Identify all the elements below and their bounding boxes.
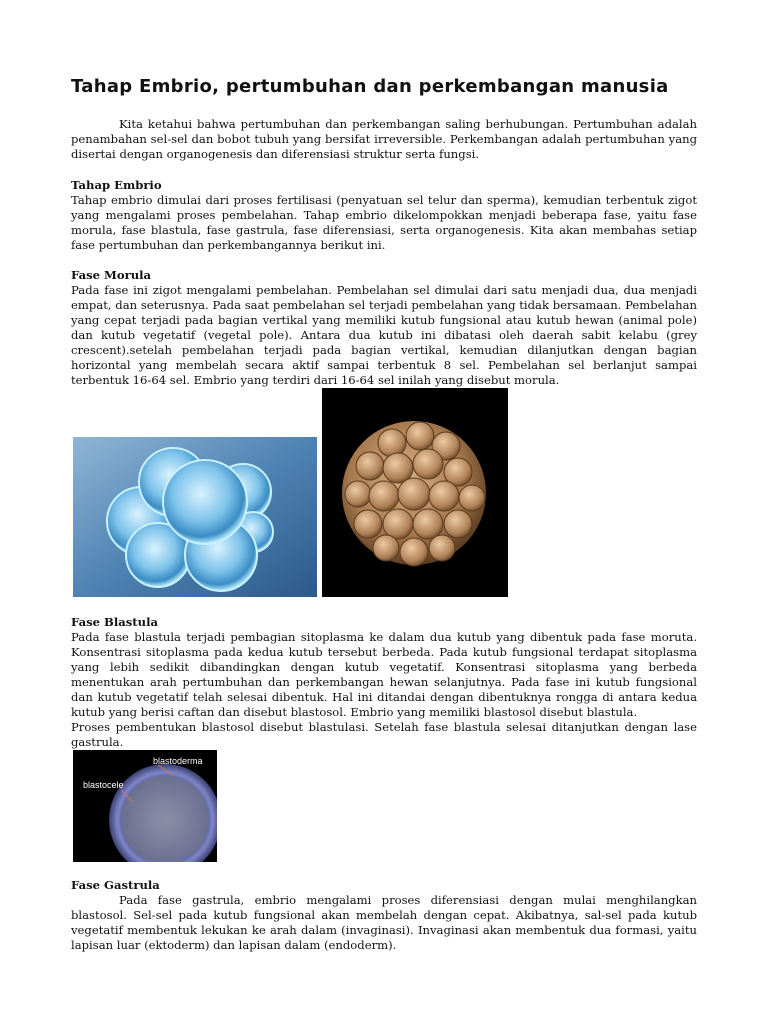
paragraph-fase-gastrula: Pada fase gastrula, embrio mengalami proses diferensiasi dengan mulai menghilangkan blastosol. Sel-sel pada kutub fungsional akan membelah dengan cepat. Akibatnya, sal-sel pada kutub vegetatif membentuk lekukan ke arah dalam (invaginasi). Invaginasi akan membentuk dua formasi, yaitu lapisan luar (ektoderm) dan lapisan dalam (endoderm). bbox=[71, 893, 697, 952]
paragraph-blastulasi: Proses pembentukan blastosol disebut blastulasi. Setelah fase blastula selesai ditanjutkan dengan lase gastrula. bbox=[71, 720, 697, 749]
morula-brown-illustration bbox=[322, 388, 508, 597]
document-title: Tahap Embrio, pertumbuhan dan perkembangan manusia bbox=[71, 76, 669, 97]
paragraph-fase-blastula: Pada fase blastula terjadi pembagian sitoplasma ke dalam dua kutub yang dibentuk pada fase moruta. Konsentrasi sitoplasma pada kedua kutub tersebut berbeda. Pada kutub fungsional terdapat sitoplasma yang lebih sedikit dibandingkan dengan kutub vegetatif. Konsentrasi sitoplasma yang berbeda menentukan arah pertumbuhan dan perkembangan hewan selanjutnya. Pada fase ini kutub fungsional dan kutub vegetatif telah selesai dibentuk. Hal ini ditandai dengan dibentuknya rongga di antara kedua kutub yang berisi caftan dan disebut blastosol. Embrio yang memiliki blastosol disebut blastula. bbox=[71, 630, 697, 719]
paragraph-tahap-embrio: Tahap embrio dimulai dari proses fertilisasi (penyatuan sel telur dan sperma), kemudian terbentuk zigot yang mengalami proses pembelahan. Tahap embrio dikelompokkan menjadi beberapa fase, yaitu fase morula, fase blastula, fase gastrula, fase diferensiasi, serta organogenesis. Kita akan membahas setiap fase pertumbuhan dan perkembangannya berikut ini. bbox=[71, 193, 697, 252]
blastula-image bbox=[73, 750, 217, 862]
paragraph-fase-morula: Pada fase ini zigot mengalami pembelahan. Pembelahan sel dimulai dari satu menjadi dua, dua menjadi empat, dan seterusnya. Pada saat pembelahan sel terjadi pembelahan yang tidak bersamaan. Pembelahan yang cepat terjadi pada bagian vertikal yang memiliki kutub fungsional atau kutub hewan (animal pole) dan kutub vegetatif (vegetal pole). Antara dua kutub ini dibatasi oleh daerah sabit kelabu (grey crescent).setelah pembelahan terjadi pada bagian vertikal, kemudian dilanjutkan dengan bagian horizontal yang membelah secara aktif sampai terbentuk 8 sel. Pembelahan sel berlanjut sampai terbentuk 16-64 sel. Embrio yang terdiri dari 16-64 sel inilah yang disebut morula. bbox=[71, 283, 697, 387]
heading-fase-gastrula: Fase Gastrula bbox=[71, 878, 160, 892]
heading-fase-blastula: Fase Blastula bbox=[71, 615, 158, 629]
morula-brown-image bbox=[322, 388, 508, 597]
label-blastoderma: blastoderma bbox=[153, 756, 203, 766]
morula-blue-image bbox=[73, 437, 317, 597]
heading-fase-morula: Fase Morula bbox=[71, 268, 152, 282]
label-blastocele: blastocele bbox=[83, 780, 124, 790]
heading-tahap-embrio: Tahap Embrio bbox=[71, 178, 162, 192]
blastula-diagram bbox=[73, 750, 217, 862]
morula-blue-illustration bbox=[73, 437, 317, 597]
intro-paragraph: Kita ketahui bahwa pertumbuhan dan perkembangan saling berhubungan. Pertumbuhan adalah penambahan sel-sel dan bobot tubuh yang bersifat irreversible. Perkembangan adalah pertumbuhan yang disertai dengan organogenesis dan diferensiasi struktur serta fungsi. bbox=[71, 117, 697, 161]
